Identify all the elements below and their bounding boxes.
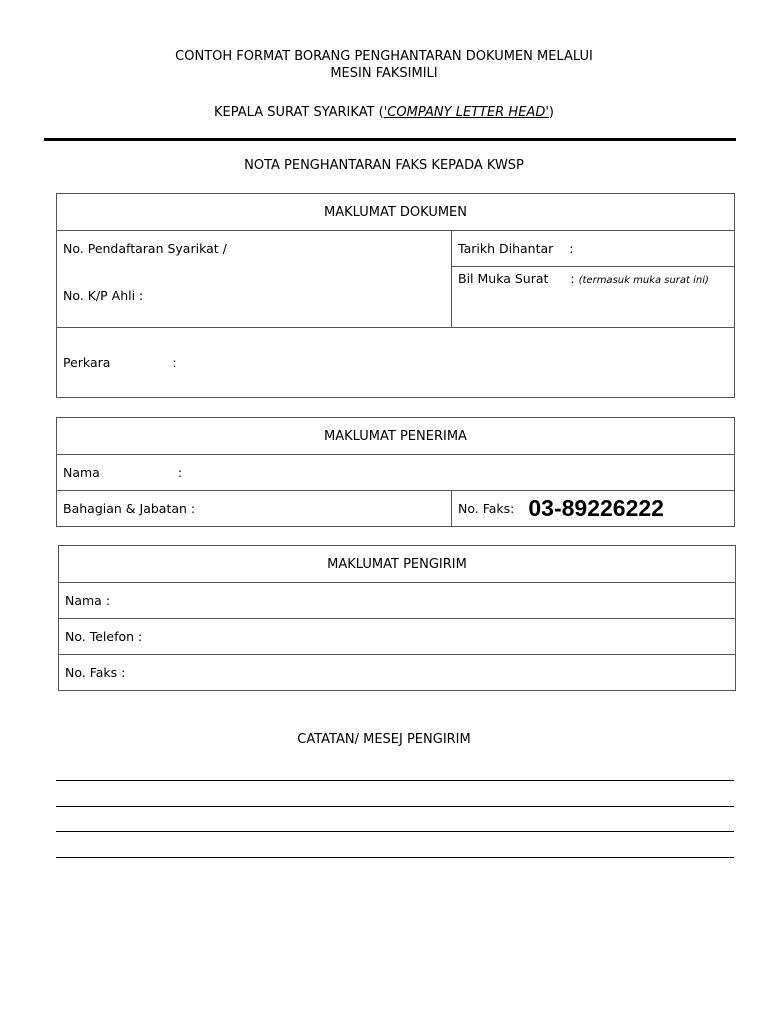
tarikh-label: Tarikh Dihantar: [458, 241, 554, 256]
tarikh-colon: :: [569, 241, 574, 256]
dokumen-table: [56, 193, 735, 398]
pengirim-telefon-cell[interactable]: [59, 619, 736, 655]
bil-note: (termasuk muka surat ini): [578, 275, 709, 286]
penerima-faks-label: No. Faks:: [458, 501, 515, 516]
dokumen-title: MAKLUMAT DOKUMEN: [57, 194, 735, 231]
penerima-title: MAKLUMAT PENERIMA: [57, 418, 735, 455]
pengirim-faks-label: No. Faks :: [65, 665, 126, 680]
nota-title: NOTA PENGHANTARAN FAKS KEPADA KWSP: [244, 158, 524, 173]
form-title-line1: CONTOH FORMAT BORANG PENGHANTARAN DOKUMEN MELALUI: [175, 49, 593, 64]
pengirim-nama-cell[interactable]: [59, 583, 736, 619]
pengirim-table: [58, 545, 736, 691]
letterhead-prefix: KEPALA SURAT SYARIKAT (: [214, 105, 384, 120]
letterhead-suffix: ): [548, 105, 554, 120]
bil-colon: :: [570, 271, 575, 286]
letterhead-italic: 'COMPANY LETTER HEAD': [383, 105, 549, 120]
catatan-line-4[interactable]: [56, 857, 734, 858]
catatan-line-3[interactable]: [56, 831, 734, 832]
bil-label: Bil Muka Surat: [458, 271, 549, 286]
perkara-cell[interactable]: [57, 328, 735, 398]
reg-label: No. Pendaftaran Syarikat /: [63, 241, 227, 256]
penerima-table: [56, 417, 735, 527]
kp-label: No. K/P Ahli :: [63, 288, 144, 303]
tarikh-cell[interactable]: [452, 231, 735, 267]
penerima-nama-cell[interactable]: [57, 455, 735, 491]
catatan-line-1[interactable]: [56, 780, 734, 781]
pengirim-faks-cell[interactable]: [59, 655, 736, 691]
form-title-line2: MESIN FAKSIMILI: [330, 66, 438, 81]
letterhead-title: [0, 104, 768, 121]
penerima-faks-cell: [452, 491, 735, 527]
pengirim-title: MAKLUMAT PENGIRIM: [59, 546, 736, 583]
reg-cell[interactable]: [57, 231, 452, 328]
bil-cell[interactable]: [452, 267, 735, 328]
penerima-faks-number: 03-89226222: [528, 495, 664, 521]
catatan-title: CATATAN/ MESEJ PENGIRIM: [297, 732, 471, 747]
bahagian-label: Bahagian & Jabatan :: [63, 501, 196, 516]
catatan-line-2[interactable]: [56, 806, 734, 807]
bahagian-cell[interactable]: [57, 491, 452, 527]
perkara-colon: :: [172, 355, 177, 370]
pengirim-telefon-label: No. Telefon :: [65, 629, 143, 644]
pengirim-nama-label: Nama :: [65, 593, 111, 608]
penerima-nama-label: Nama: [63, 465, 100, 480]
penerima-nama-colon: :: [177, 465, 183, 480]
perkara-label: Perkara: [63, 355, 111, 370]
header-divider: [44, 138, 736, 141]
